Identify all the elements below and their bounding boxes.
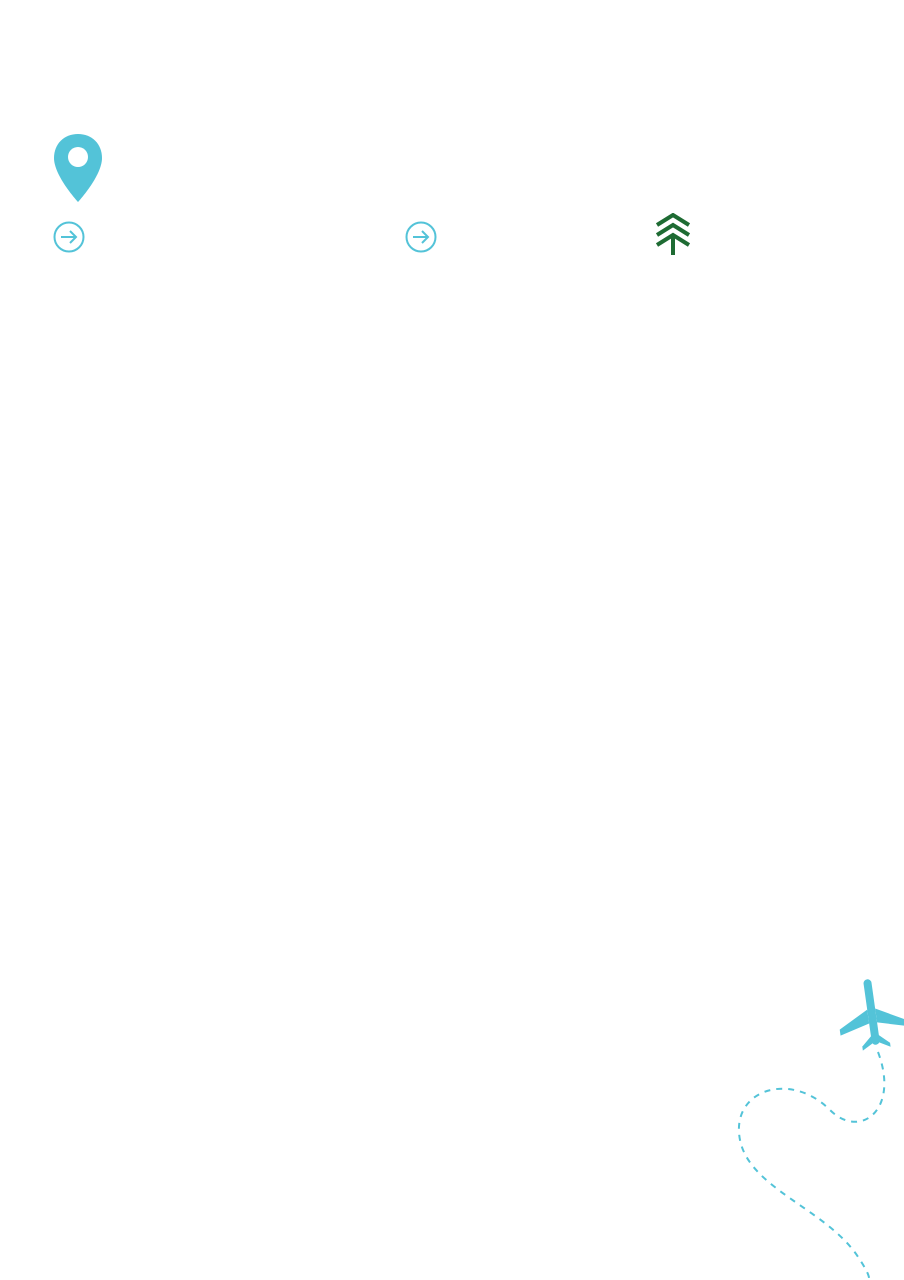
tree-logo-icon xyxy=(655,213,691,257)
arrow-circle-icon xyxy=(405,221,437,253)
event-time xyxy=(405,220,451,254)
arrow-circle-icon xyxy=(53,221,85,253)
location-pin-icon xyxy=(52,132,104,204)
event-date xyxy=(53,220,99,254)
park-logo xyxy=(655,213,809,257)
dashed-flight-path xyxy=(739,1052,884,1280)
venue-heading xyxy=(52,132,116,204)
airplane-icon xyxy=(833,975,904,1054)
